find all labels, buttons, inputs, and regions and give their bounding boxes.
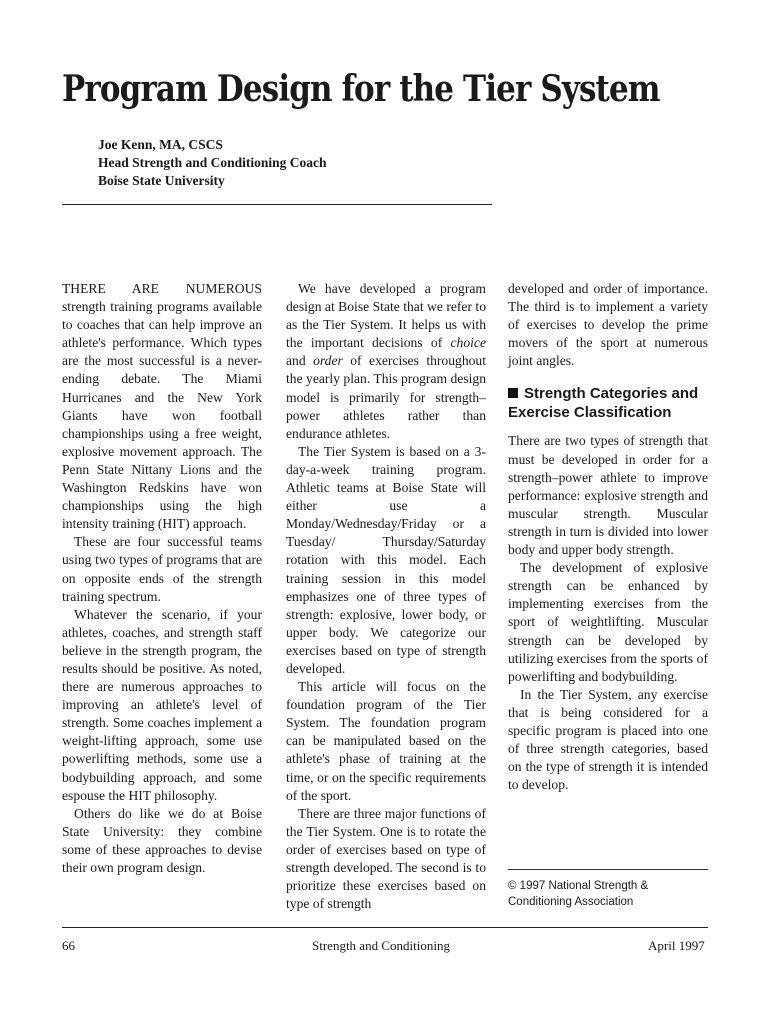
emphasis: order bbox=[313, 353, 343, 369]
journal-name: Strength and Conditioning bbox=[312, 938, 450, 953]
paragraph: THERE ARE NUMEROUS strength training programs available to coaches that can help improve an athlete's performance. Which types are the most successful is a never-ending debate. The Miami Hurricanes and the New York Giants have won football championships using a free weight, explosive movement approach. The Penn State Nittany Lions and the Washington Redskins have won championships using the high intensity training (HIT) approach. bbox=[62, 281, 262, 532]
paragraph: There are three major functions of the Tier System. One is to rotate the order of exercises based on type of strength developed. The second is to prioritize these exercises based on type of strength bbox=[286, 805, 486, 912]
author-affiliation: Boise State University bbox=[98, 173, 225, 188]
text-column-3 bbox=[508, 280, 708, 794]
article-title: Program Design for the Tier System bbox=[62, 68, 660, 110]
author-name: Joe Kenn, MA, CSCS bbox=[98, 137, 223, 152]
copyright-notice bbox=[508, 878, 708, 910]
section-heading-text: Strength Categories and Exercise Classification bbox=[508, 385, 699, 422]
text-column-1 bbox=[62, 280, 262, 877]
section-heading bbox=[508, 384, 708, 422]
paragraph: These are four successful teams using two types of programs that are on opposite ends of the strength training spectrum. bbox=[62, 534, 262, 604]
footer-divider bbox=[62, 927, 708, 928]
paragraph: There are two types of strength that must be developed in order for a strength–power athlete to improve performance: explosive strength and muscular strength. Muscular strength in turn is divided into lower body and upper body strength. bbox=[508, 433, 708, 558]
paragraph: developed and order of importance. The third is to implement a variety of exercises to develop the prime movers of the sport at numerous joint angles. bbox=[508, 281, 708, 369]
copyright-line: Conditioning Association bbox=[508, 896, 634, 908]
text-run: We have developed a program design at Boise State that we refer to as the Tier System. It helps us with the important decisions of bbox=[286, 281, 486, 351]
copyright-divider bbox=[508, 869, 708, 870]
emphasis: choice bbox=[450, 335, 486, 351]
author-role: Head Strength and Conditioning Coach bbox=[98, 155, 327, 170]
copyright-line: © 1997 National Strength & bbox=[508, 880, 649, 892]
paragraph: The Tier System is based on a 3-day-a-week training program. Athletic teams at Boise State will either use a Monday/Wednesday/Friday or a Tuesday/ Thursday/Saturday rotation with this model. Each training session in this model emphasizes one of three types of strength: explosive, lower body, or upper body. We categorize our exercises based on type of strength developed. bbox=[286, 443, 486, 676]
paragraph: Others do like we do at Boise State University: they combine some of these approaches to devise their own program design. bbox=[62, 805, 262, 875]
text-run: of exercises throughout the yearly plan. This program design model is primarily for strength–power athletes rather than endurance athletes. bbox=[286, 353, 486, 441]
text-column-2 bbox=[286, 280, 486, 913]
issue-date: April 1997 bbox=[648, 938, 705, 953]
black-square-icon bbox=[508, 388, 518, 398]
page-number: 66 bbox=[62, 938, 75, 953]
title-divider bbox=[62, 204, 492, 205]
paragraph: The development of explosive strength can be enhanced by implementing exercises from the sport of weightlifting. Muscular strength can be developed by utilizing exercises from the sports of powerlifting and bodybuilding. bbox=[508, 560, 708, 684]
paragraph bbox=[286, 280, 486, 443]
paragraph: Whatever the scenario, if your athletes, coaches, and strength staff believe in the strength program, the results should be positive. As noted, there are numerous approaches to improving an athlete's level of strength. Some coaches implement a weight-lifting approach, some use powerlifting methods, some use a bodybuilding approach, and some espouse the HIT philosophy. bbox=[62, 606, 262, 803]
text-run: and bbox=[286, 353, 314, 369]
paragraph: In the Tier System, any exercise that is being considered for a specific program is placed into one of three strength categories, based on the type of strength it is intended to develop. bbox=[508, 686, 708, 793]
author-byline bbox=[98, 136, 498, 190]
paragraph: This article will focus on the foundation program of the Tier System. The foundation program can be manipulated based on the athlete's phase of training at the time, or on the specific requirements of the sport. bbox=[286, 679, 486, 803]
